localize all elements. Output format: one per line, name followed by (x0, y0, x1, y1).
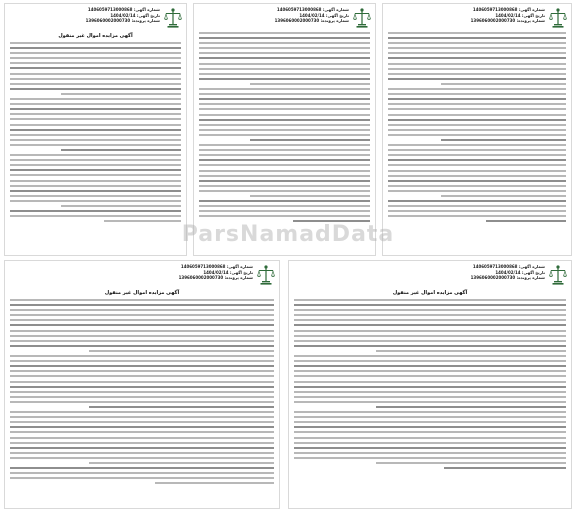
notice-body (383, 32, 571, 222)
notice-date: تاریخ آگهی: 1404/02/14 (110, 12, 160, 18)
text-line (10, 309, 274, 311)
auction-notice-panel-4 (4, 260, 280, 509)
text-line (486, 220, 566, 222)
text-line (10, 299, 274, 301)
text-line (10, 174, 181, 176)
notice-number: شماره آگهی: 1406059713000868 (276, 7, 349, 12)
text-line (388, 98, 566, 100)
text-line (199, 200, 370, 202)
text-line (10, 370, 274, 372)
text-line (199, 180, 370, 182)
text-line (388, 129, 566, 131)
text-line (10, 129, 181, 131)
text-line (294, 319, 566, 321)
notice-body (5, 299, 279, 484)
text-line (294, 396, 566, 398)
text-line (199, 57, 370, 59)
text-line (388, 52, 566, 54)
text-line (388, 164, 566, 166)
text-line (104, 220, 181, 222)
text-line (10, 88, 181, 90)
text-line (10, 62, 181, 64)
text-line (10, 134, 181, 136)
text-line (388, 205, 566, 207)
text-line (199, 47, 370, 49)
text-line (388, 180, 566, 182)
text-line (388, 114, 566, 116)
text-line (199, 164, 370, 166)
notice-number: شماره آگهی: 1406059713000868 (87, 7, 160, 12)
text-line (376, 462, 566, 464)
text-line (10, 169, 181, 171)
text-line (10, 437, 274, 439)
text-line (294, 416, 566, 418)
text-line (61, 93, 181, 95)
notice-date: تاریخ آگهی: 1404/02/14 (203, 269, 253, 275)
text-line (294, 381, 566, 383)
scales-emblem-icon (164, 7, 182, 29)
text-line (444, 467, 566, 469)
text-line (388, 154, 566, 156)
text-line (199, 42, 370, 44)
text-line (10, 113, 181, 115)
text-line (10, 195, 181, 197)
text-line (199, 103, 370, 105)
text-line (199, 134, 370, 136)
text-line (388, 119, 566, 121)
text-line (199, 114, 370, 116)
text-line (10, 190, 181, 192)
text-line (294, 447, 566, 449)
text-line (199, 170, 370, 172)
scales-emblem-icon (257, 264, 275, 286)
notice-body (5, 42, 186, 222)
notice-header (289, 261, 571, 289)
notice-title: آگهی مزایده اموال غیر منقول (392, 290, 468, 296)
text-line (388, 124, 566, 126)
notice-date: تاریخ آگهی: 1404/02/14 (495, 12, 545, 18)
text-line (10, 139, 181, 141)
text-line (294, 437, 566, 439)
text-line (294, 340, 566, 342)
text-line (388, 57, 566, 59)
text-line (10, 83, 181, 85)
text-line (199, 88, 370, 90)
text-line (388, 68, 566, 70)
text-line (388, 37, 566, 39)
text-line (10, 365, 274, 367)
text-line (388, 185, 566, 187)
scales-emblem-icon (549, 264, 567, 286)
text-line (294, 345, 566, 347)
notice-body (194, 32, 375, 222)
text-line (388, 159, 566, 161)
text-line (10, 355, 274, 357)
text-line (10, 200, 181, 202)
text-line (10, 67, 181, 69)
case-number: شماره پرونده: 1396060002000730 (178, 275, 253, 280)
text-line (10, 118, 181, 120)
text-line (10, 401, 274, 403)
text-line (294, 386, 566, 388)
text-line (199, 159, 370, 161)
text-line (294, 304, 566, 306)
text-line (294, 360, 566, 362)
text-line (199, 32, 370, 34)
text-line (388, 134, 566, 136)
text-line (10, 386, 274, 388)
notice-number: شماره آگهی: 1406059713000868 (472, 264, 545, 269)
text-line (388, 42, 566, 44)
text-line (199, 205, 370, 207)
text-line (10, 314, 274, 316)
text-line (199, 78, 370, 80)
text-line (10, 324, 274, 326)
text-line (10, 78, 181, 80)
text-line (376, 350, 566, 352)
text-line (10, 185, 181, 187)
text-line (10, 124, 181, 126)
text-line (294, 426, 566, 428)
text-line (388, 200, 566, 202)
text-line (89, 406, 274, 408)
text-line (199, 93, 370, 95)
auction-notice-panel-5 (288, 260, 572, 509)
text-line (388, 88, 566, 90)
text-line (10, 477, 274, 479)
text-line (199, 63, 370, 65)
text-line (388, 103, 566, 105)
text-line (10, 375, 274, 377)
text-line (10, 180, 181, 182)
text-line (10, 442, 274, 444)
text-line (294, 452, 566, 454)
text-line (294, 365, 566, 367)
text-line (199, 190, 370, 192)
text-line (155, 482, 274, 484)
text-line (199, 68, 370, 70)
text-line (89, 350, 274, 352)
text-line (10, 164, 181, 166)
text-line (10, 421, 274, 423)
auction-notice-panel-1 (4, 3, 187, 256)
text-line (10, 57, 181, 59)
text-line (199, 98, 370, 100)
text-line (199, 52, 370, 54)
text-line (388, 63, 566, 65)
notice-header (5, 261, 279, 289)
text-line (10, 360, 274, 362)
text-line (10, 452, 274, 454)
text-line (10, 447, 274, 449)
text-line (61, 149, 181, 151)
text-line (89, 462, 274, 464)
text-line (388, 78, 566, 80)
text-line (199, 37, 370, 39)
case-number: شماره پرونده: 1396060002000730 (274, 18, 349, 23)
text-line (199, 210, 370, 212)
text-line (250, 139, 370, 141)
text-line (10, 154, 181, 156)
text-line (199, 175, 370, 177)
auction-notice-panel-2 (193, 3, 376, 256)
case-number: شماره پرونده: 1396060002000730 (85, 18, 160, 23)
notice-header (383, 4, 571, 32)
text-line (250, 195, 370, 197)
text-line (199, 124, 370, 126)
text-line (388, 73, 566, 75)
notice-header (5, 4, 186, 32)
text-line (10, 215, 181, 217)
text-line (199, 119, 370, 121)
text-line (294, 314, 566, 316)
text-line (10, 467, 274, 469)
text-line (10, 411, 274, 413)
text-line (388, 144, 566, 146)
text-line (294, 324, 566, 326)
text-line (388, 47, 566, 49)
text-line (199, 73, 370, 75)
case-number: شماره پرونده: 1396060002000730 (470, 18, 545, 23)
text-line (294, 330, 566, 332)
text-line (10, 210, 181, 212)
text-line (10, 42, 181, 44)
text-line (294, 442, 566, 444)
text-line (199, 129, 370, 131)
text-line (293, 220, 370, 222)
text-line (294, 299, 566, 301)
text-line (61, 205, 181, 207)
notice-meta (179, 264, 253, 281)
text-line (10, 457, 274, 459)
text-line (294, 391, 566, 393)
text-line (10, 472, 274, 474)
text-line (10, 340, 274, 342)
case-number: شماره پرونده: 1396060002000730 (470, 275, 545, 280)
text-line (10, 431, 274, 433)
text-line (10, 47, 181, 49)
text-line (294, 401, 566, 403)
notice-meta (471, 264, 545, 281)
text-line (10, 335, 274, 337)
text-line (388, 93, 566, 95)
text-line (388, 175, 566, 177)
text-line (294, 309, 566, 311)
text-line (10, 73, 181, 75)
text-line (10, 391, 274, 393)
text-line (199, 215, 370, 217)
text-line (10, 416, 274, 418)
text-line (294, 421, 566, 423)
text-line (199, 154, 370, 156)
text-line (294, 355, 566, 357)
text-line (10, 103, 181, 105)
text-line (294, 411, 566, 413)
text-line (10, 144, 181, 146)
scales-emblem-icon (549, 7, 567, 29)
notice-number: شماره آگهی: 1406059713000868 (472, 7, 545, 12)
scales-emblem-icon (353, 7, 371, 29)
text-line (294, 335, 566, 337)
text-line (199, 185, 370, 187)
notice-header (194, 4, 375, 32)
notice-meta (86, 7, 160, 24)
watermark: ParsNamadData (181, 222, 395, 247)
notice-title: آگهی مزایده اموال غیر منقول (58, 33, 133, 39)
text-line (388, 170, 566, 172)
text-line (441, 83, 566, 85)
text-line (388, 108, 566, 110)
text-line (388, 210, 566, 212)
notice-meta (471, 7, 545, 24)
text-line (199, 144, 370, 146)
text-line (250, 83, 370, 85)
text-line (10, 396, 274, 398)
text-line (388, 215, 566, 217)
text-line (10, 304, 274, 306)
text-line (10, 319, 274, 321)
notice-title: آگهی مزایده اموال غیر منقول (104, 290, 180, 296)
text-line (441, 195, 566, 197)
text-line (10, 426, 274, 428)
text-line (10, 345, 274, 347)
notice-number: شماره آگهی: 1406059713000868 (180, 264, 253, 269)
text-line (10, 159, 181, 161)
text-line (10, 330, 274, 332)
text-line (388, 149, 566, 151)
notice-meta (275, 7, 349, 24)
text-line (294, 375, 566, 377)
text-line (388, 32, 566, 34)
text-line (199, 149, 370, 151)
auction-notice-panel-3 (382, 3, 572, 256)
text-line (441, 139, 566, 141)
text-line (388, 190, 566, 192)
text-line (294, 457, 566, 459)
notice-date: تاریخ آگهی: 1404/02/14 (299, 12, 349, 18)
text-line (294, 431, 566, 433)
text-line (10, 108, 181, 110)
text-line (10, 381, 274, 383)
text-line (376, 406, 566, 408)
text-line (10, 52, 181, 54)
text-line (10, 98, 181, 100)
text-line (294, 370, 566, 372)
text-line (199, 108, 370, 110)
notice-body (289, 299, 571, 469)
notice-date: تاریخ آگهی: 1404/02/14 (495, 269, 545, 275)
